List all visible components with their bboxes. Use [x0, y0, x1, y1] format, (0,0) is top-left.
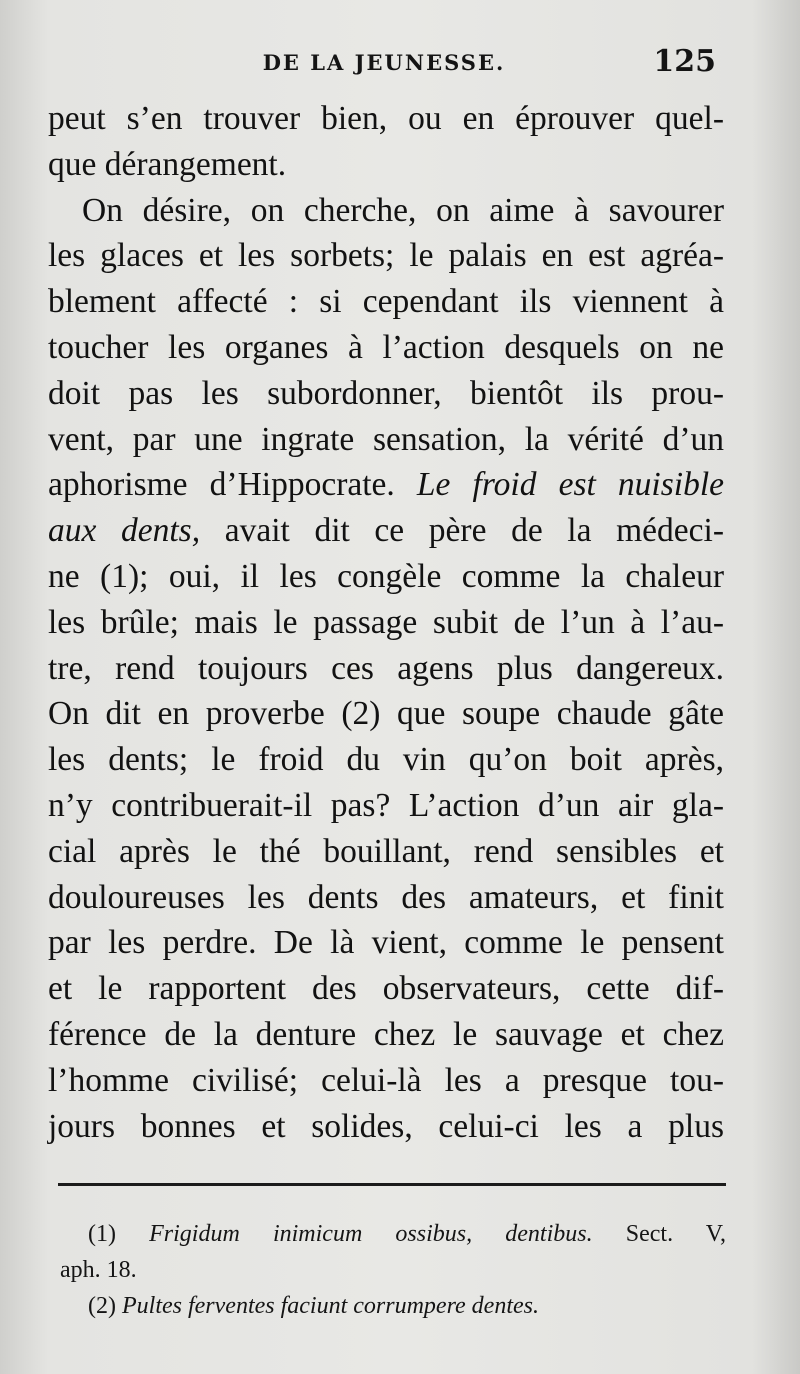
footnote-quote: Pultes ferventes faciunt corrumpere dentes.: [121, 1293, 539, 1319]
text-line: toucher les organes à l’action desquels on ne: [48, 328, 724, 366]
footnote-2: [60, 1288, 726, 1324]
italic-quote: Le froid est nuisible: [416, 466, 725, 504]
text-line: [48, 462, 724, 508]
text-line: [48, 508, 724, 554]
footnote-quote: Frigidum inimicum ossibus, dentibus.: [149, 1221, 593, 1247]
text-line: peut s’en trouver bien, ou en éprouver quel-: [48, 100, 724, 137]
text-line: n’y contribuerait-il pas? L’action d’un air gla-: [48, 786, 724, 824]
footnote-1: [60, 1216, 726, 1252]
text-line: par les perdre. De là vient, comme le pensent: [48, 924, 724, 962]
text-line: doit pas les subordonner, bientôt ils prou-: [48, 374, 724, 412]
running-head: DE LA JEUNESSE.: [262, 50, 506, 75]
footnote-marker: (2): [88, 1293, 116, 1319]
text-run: avait dit ce père de la médeci-: [224, 512, 724, 550]
text-line: les dents; le froid du vin qu’on boit après,: [48, 741, 724, 779]
text-line: On désire, on cherche, on aime à savourer: [82, 191, 724, 229]
text-line: et le rapportent des observateurs, cette dif-: [48, 970, 724, 1008]
text-line: que dérangement.: [48, 145, 287, 183]
text-line: ne (1); oui, il les congèle comme la chaleur: [48, 557, 724, 595]
text-line: tre, rend toujours ces agens plus dangereux.: [48, 649, 724, 687]
page-header: [48, 44, 720, 80]
text-line: douloureuses les dents des amateurs, et finit: [48, 878, 724, 916]
text-line: les brûle; mais le passage subit de l’un à l’au-: [48, 603, 724, 641]
footnote-reference: Sect. V,: [625, 1221, 727, 1247]
text-line: férence de la denture chez le sauvage et chez: [48, 1015, 724, 1053]
footnote-rule: [58, 1183, 726, 1186]
text-line: jours bonnes et solides, celui-ci les a plus: [48, 1107, 724, 1145]
text-line: blement affecté : si cependant ils viennent à: [48, 283, 724, 321]
footnotes: [60, 1216, 726, 1324]
text-line: l’homme civilisé; celui-là les a presque tou-: [48, 1061, 724, 1099]
text-line: On dit en proverbe (2) que soupe chaude gâte: [48, 695, 724, 733]
page-number: 125: [653, 44, 716, 79]
italic-quote: aux dents,: [48, 512, 201, 550]
text-line: cial après le thé bouillant, rend sensibles et: [48, 832, 724, 870]
main-text: [48, 96, 724, 1149]
text-line: vent, par une ingrate sensation, la vérité d’un: [48, 420, 724, 458]
text-line: les glaces et les sorbets; le palais en est agréa-: [48, 237, 724, 275]
footnote-1-continued: aph. 18.: [60, 1257, 137, 1283]
footnote-marker: (1): [88, 1221, 116, 1247]
text-run: aphorisme d’Hippocrate.: [48, 466, 395, 504]
